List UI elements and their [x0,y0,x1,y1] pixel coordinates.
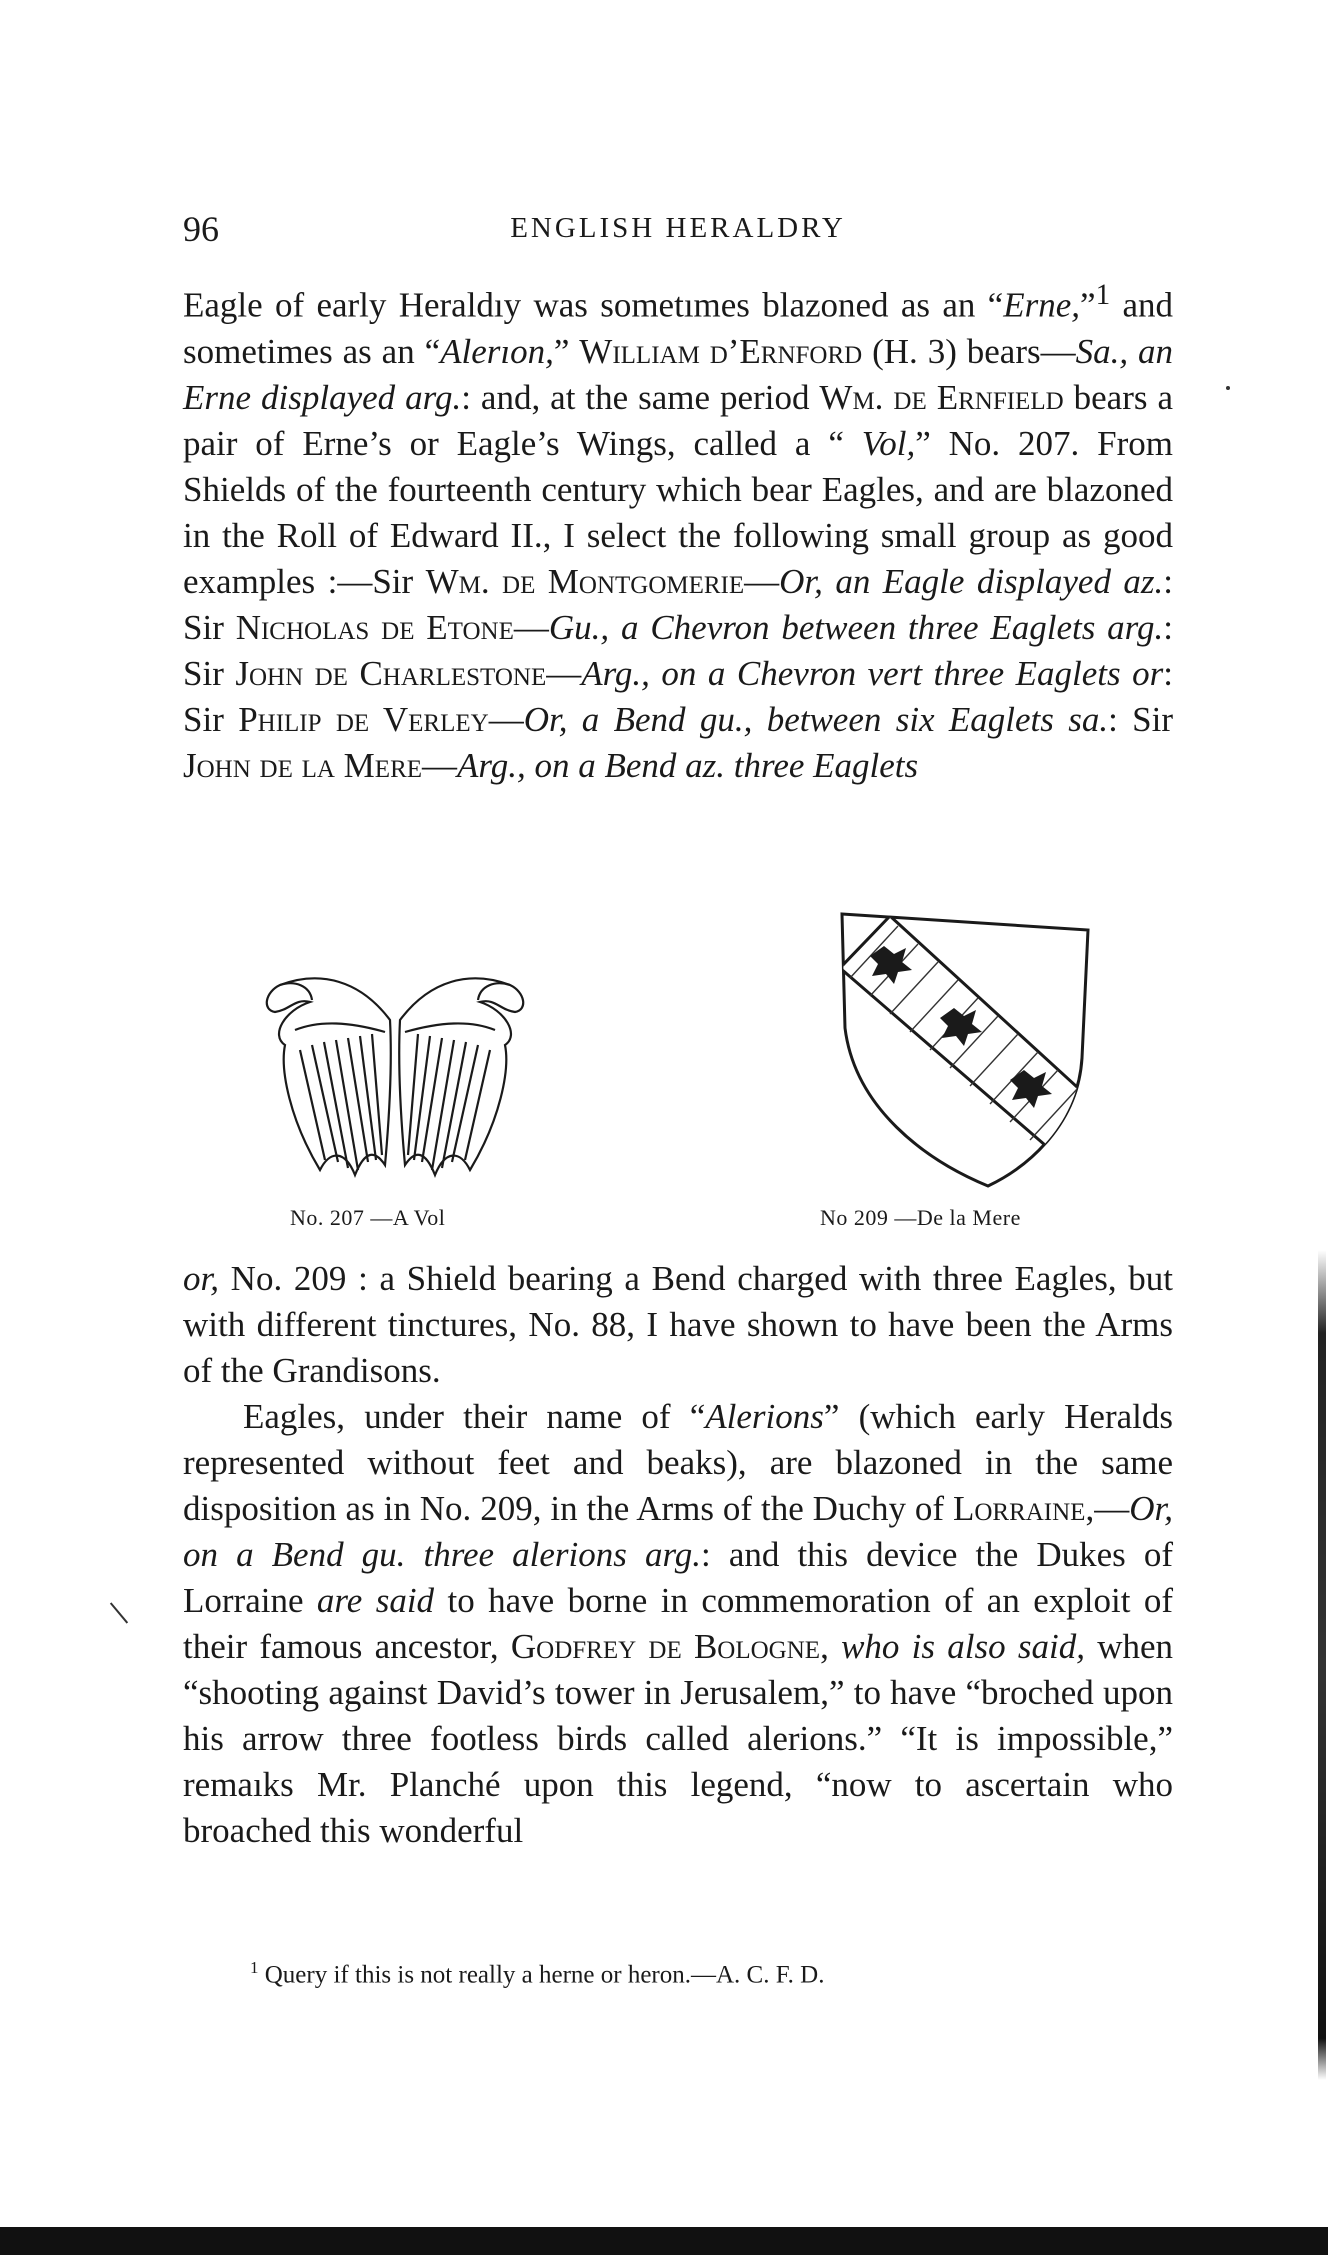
paragraph-1: Eagle of early Heraldıy was sometımes blazoned as an “Erne,”$^1$ and sometimes as an “Alerıon,” William d’Ernford (H. 3) bears—Sa., an Erne displayed arg.: and, at the same period Wm. de Ernfield bears a pair of Erne’s or Eagle’s Wings, called a “ Vol,” No. 207. From Shields of the fourteenth century which bear Eagles, and are blazoned in the Roll of Edward II., I select the following small group as good examples :—Sir Wm. de Montgomerie—Or, an Eagle displayed az.: Sir Nicholas de Etone—Gu., a Chevron between three Eaglets arg.: Sir John de Charlestone—Arg., on a Chevron vert three Eaglets or: Sir Philip de Verley—Or, a Bend gu., between six Eaglets sa.: Sir John de la Mere—Arg., on a Bend az. three Eaglets [183,279,1174,785]
paragraph-3: Eagles, under their name of “Alerions” (which early Heralds represented without feet and beaks), are blazoned in the same disposition as in No. 209, in the Arms of the Duchy of Lorraine,—Or, on a Bend gu. three alerions arg.: and this device the Dukes of Lorraine are said to have borne in commemoration of an exploit of their famous ancestor, Godfrey de Bologne, who is also said, when “shooting against David’s tower in Jerusalem,” to have “broched upon his arrow three footless birds called alerions.” “It is impossible,” remaıks Mr. Planché upon this legend, “now to ascertain who broached this wonderful [183,1397,1174,1850]
page-number: 96 [183,209,219,249]
page-header [183,208,1173,248]
vol-wings-illustration [250,950,540,1190]
figure-207-caption: No. 207 —A Vol [290,1205,446,1230]
name-william-dernford: William d’Ernford [579,331,863,371]
page-edge-shadow [1318,1250,1326,2080]
footnote [250,1958,1150,1989]
paragraph-2: or, No. 209 : a Shield bearing a Bend charged with three Eagles, but with different tinctures, No. 88, I have shown to have been the Arms of the Grandisons. Eagles, under their name of “Alerions” (which early Heralds represented without feet and beaks), are blazoned in the same disposition as in No. 209, in the Arms of the Duchy of Lorraine,—Or, on a Bend gu. three alerions arg.: and this device the Dukes of Lorraine are said to have borne in commemoration of an exploit of their famous ancestor, Godfrey de Bologne, who is also said, when “shooting against David’s tower in Jerusalem,” to have “broched upon his arrow three footless birds called alerions.” “It is impossible,” remaıks Mr. Planché upon this legend, “now to ascertain who broached this wonderful [183,1256,1173,1854]
figure-209-caption: No 209 —De la Mere [820,1205,1021,1230]
footnote-marker: 1 [250,1958,259,1977]
scan-bottom-edge [0,2227,1328,2255]
margin-mark [110,1602,128,1623]
de-la-mere-shield-illustration [830,908,1100,1198]
running-title: ENGLISH HERALDRY [510,212,846,244]
footnote-ref: 1 [1095,279,1111,311]
footnote-text: Query if this is not really a herne or heron.—A. C. F. D. [258,1961,825,1989]
margin-dot [1226,386,1230,390]
